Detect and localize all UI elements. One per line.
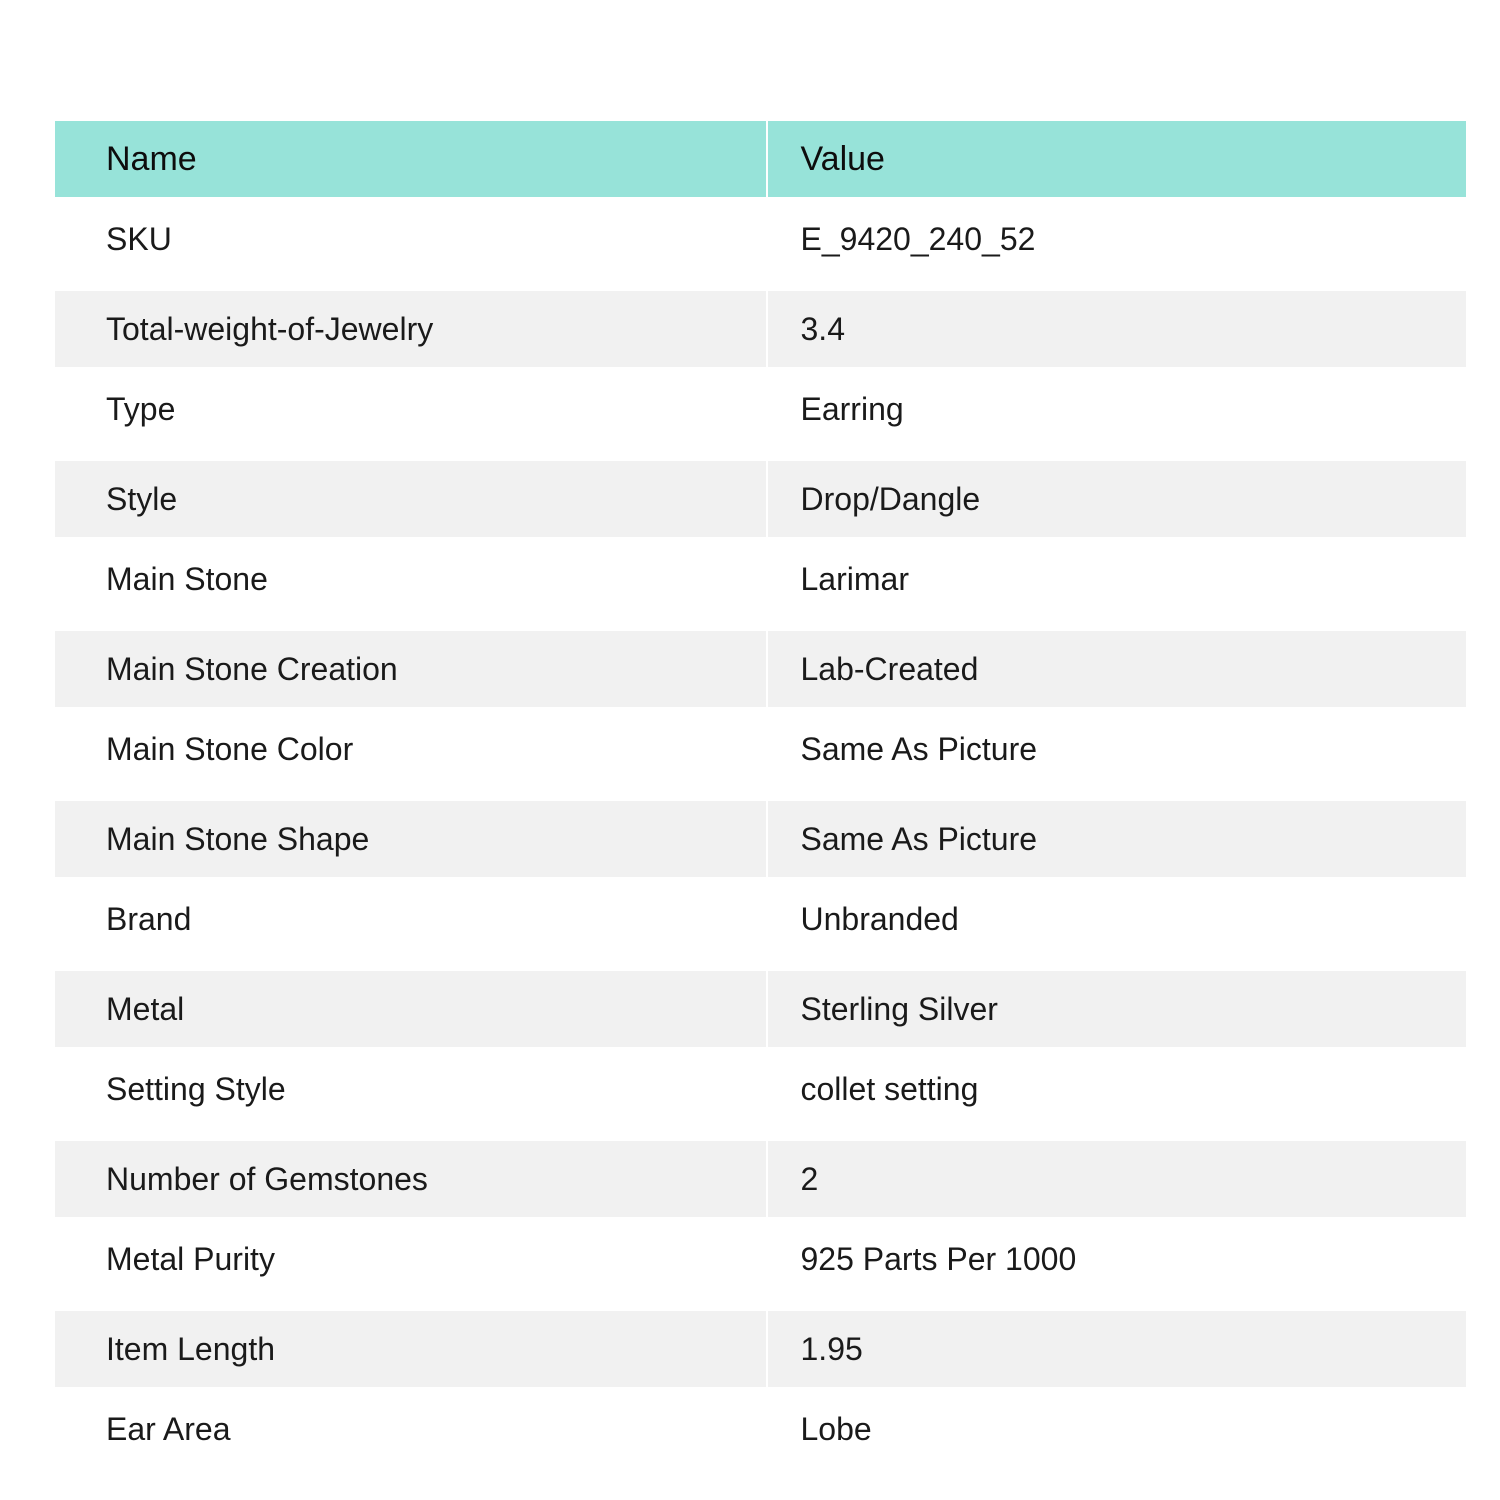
- table-row: [55, 461, 1466, 537]
- row-name-cell: Item Length: [55, 1311, 766, 1387]
- table-row: [55, 367, 1466, 452]
- table-row: [55, 1217, 1466, 1302]
- table-row: [55, 1311, 1466, 1387]
- table-row: [55, 291, 1466, 367]
- row-name-cell: Style: [55, 461, 766, 537]
- table-row: [55, 877, 1466, 962]
- table-row: [55, 971, 1466, 1047]
- row-value-cell: 925 Parts Per 1000: [768, 1217, 1467, 1302]
- specifications-table: [55, 121, 1466, 1472]
- row-value-cell: Same As Picture: [768, 801, 1467, 877]
- table-row: [55, 1387, 1466, 1472]
- row-name-cell: Main Stone Shape: [55, 801, 766, 877]
- row-value-cell: Earring: [768, 367, 1467, 452]
- table-row: [55, 1141, 1466, 1217]
- row-name-cell: SKU: [55, 197, 766, 282]
- row-name-cell: Type: [55, 367, 766, 452]
- row-value-cell: Unbranded: [768, 877, 1467, 962]
- row-name-cell: Main Stone Creation: [55, 631, 766, 707]
- row-name-cell: Metal Purity: [55, 1217, 766, 1302]
- row-name-cell: Number of Gemstones: [55, 1141, 766, 1217]
- row-value-cell: 1.95: [768, 1311, 1467, 1387]
- row-value-cell: Lobe: [768, 1387, 1467, 1472]
- row-value-cell: 2: [768, 1141, 1467, 1217]
- row-name-cell: Ear Area: [55, 1387, 766, 1472]
- row-name-cell: Metal: [55, 971, 766, 1047]
- row-name-cell: Total-weight-of-Jewelry: [55, 291, 766, 367]
- row-value-cell: Larimar: [768, 537, 1467, 622]
- table-row: [55, 631, 1466, 707]
- table-row: [55, 1047, 1466, 1132]
- row-value-cell: collet setting: [768, 1047, 1467, 1132]
- row-value-cell: 3.4: [768, 291, 1467, 367]
- row-name-cell: Brand: [55, 877, 766, 962]
- row-value-cell: E_9420_240_52: [768, 197, 1467, 282]
- table-row: [55, 197, 1466, 282]
- column-header-value: Value: [768, 121, 1467, 197]
- table-row: [55, 801, 1466, 877]
- row-name-cell: Main Stone Color: [55, 707, 766, 792]
- table-row: [55, 707, 1466, 792]
- row-value-cell: Lab-Created: [768, 631, 1467, 707]
- column-header-name: Name: [55, 121, 766, 197]
- table-header-row: [55, 121, 1466, 197]
- row-value-cell: Drop/Dangle: [768, 461, 1467, 537]
- table-row: [55, 537, 1466, 622]
- row-name-cell: Main Stone: [55, 537, 766, 622]
- row-value-cell: Sterling Silver: [768, 971, 1467, 1047]
- row-value-cell: Same As Picture: [768, 707, 1467, 792]
- row-name-cell: Setting Style: [55, 1047, 766, 1132]
